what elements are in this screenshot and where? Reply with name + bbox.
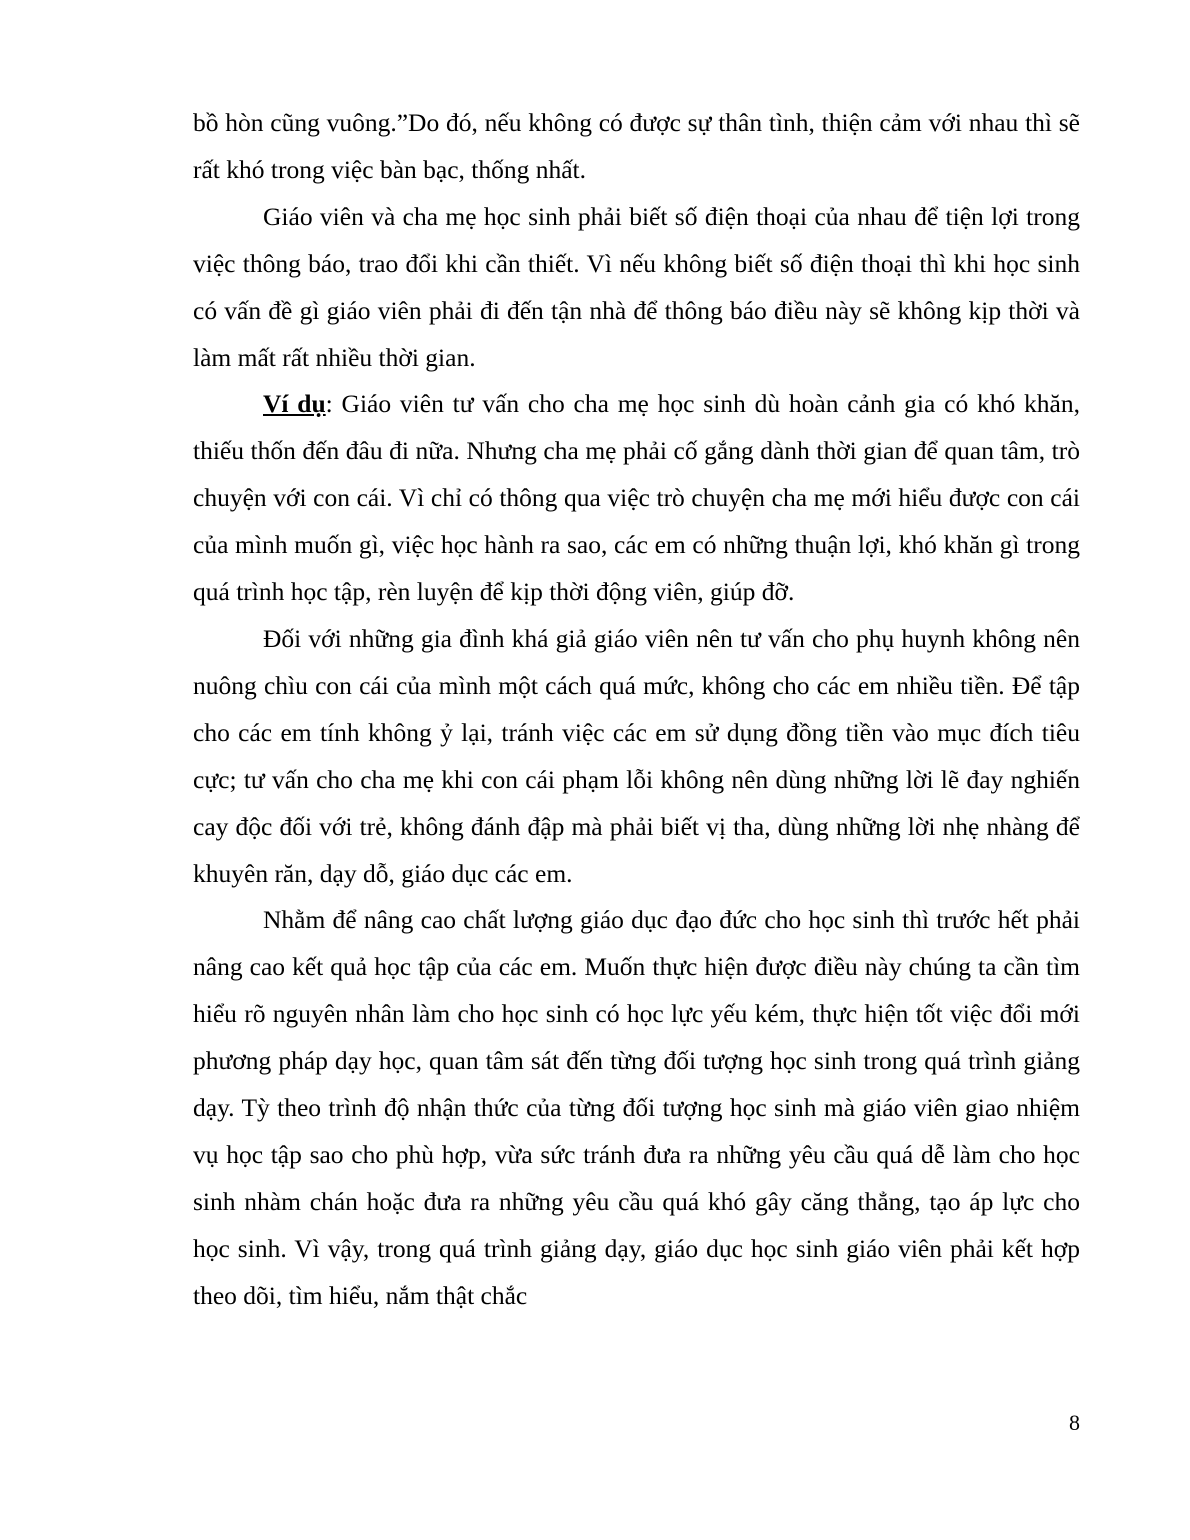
paragraph-3 [193, 381, 1080, 616]
paragraph-1-text: bồ hòn cũng vuông.”Do đó, nếu không có được sự thân tình, thiện cảm với nhau thì sẽ rất khó trong việc bàn bạc, thống nhất. [193, 108, 1080, 184]
paragraph-2 [193, 194, 1080, 382]
body-text [193, 100, 1080, 1320]
example-label: Ví dụ [263, 389, 326, 419]
page-number: 8 [1069, 1410, 1080, 1435]
paragraph-3-text: : Giáo viên tư vấn cho cha mẹ học sinh dù hoàn cảnh gia có khó khăn, thiếu thốn đến đâu đi nữa. Nhưng cha mẹ phải cố gắng dành thời gian để quan tâm, trò chuyện với con cái. Vì chỉ có thông qua việc trò chuyện cha mẹ mới hiểu được con cái của mình muốn gì, việc học hành ra sao, các em có những thuận lợi, khó khăn gì trong quá trình học tập, rèn luyện để kịp thời động viên, giúp đỡ. [193, 389, 1080, 607]
paragraph-4 [193, 616, 1080, 897]
paragraph-2-text: Giáo viên và cha mẹ học sinh phải biết số điện thoại của nhau để tiện lợi trong việc thông báo, trao đổi khi cần thiết. Vì nếu không biết số điện thoại thì khi học sinh có vấn đề gì giáo viên phải đi đến tận nhà để thông báo điều này sẽ không kịp thời và làm mất rất nhiều thời gian. [193, 201, 1080, 372]
paragraph-1 [193, 100, 1080, 194]
paragraph-4-text: Đối với những gia đình khá giả giáo viên nên tư vấn cho phụ huynh không nên nuông chìu con cái của mình một cách quá mức, không cho các em nhiều tiền. Để tập cho các em tính không ỷ lại, tránh việc các em sử dụng đồng tiền vào mục đích tiêu cực; tư vấn cho cha mẹ khi con cái phạm lỗi không nên dùng những lời lẽ đay nghiến cay độc đối với trẻ, không đánh đập mà phải biết vị tha, dùng những lời nhẹ nhàng để khuyên răn, dạy dỗ, giáo dục các em. [193, 623, 1080, 888]
paragraph-5-text: Nhằm để nâng cao chất lượng giáo dục đạo đức cho học sinh thì trước hết phải nâng cao kết quả học tập của các em. Muốn thực hiện được điều này chúng ta cần tìm hiểu rõ nguyên nhân làm cho học sinh có học lực yếu kém, thực hiện tốt việc đổi mới phương pháp dạy học, quan tâm sát đến từng đối tượng học sinh trong quá trình giảng dạy. Tỳ theo trình độ nhận thức của từng đối tượng học sinh mà giáo viên giao nhiệm vụ học tập sao cho phù hợp, vừa sức tránh đưa ra những yêu cầu quá dễ làm cho học sinh nhàm chán hoặc đưa ra những yêu cầu quá khó gây căng thẳng, tạo áp lực cho học sinh. Vì vậy, trong quá trình giảng dạy, giáo dục học sinh giáo viên phải kết hợp theo dõi, tìm hiểu, nắm thật chắc [193, 905, 1080, 1310]
paragraph-5 [193, 897, 1080, 1319]
